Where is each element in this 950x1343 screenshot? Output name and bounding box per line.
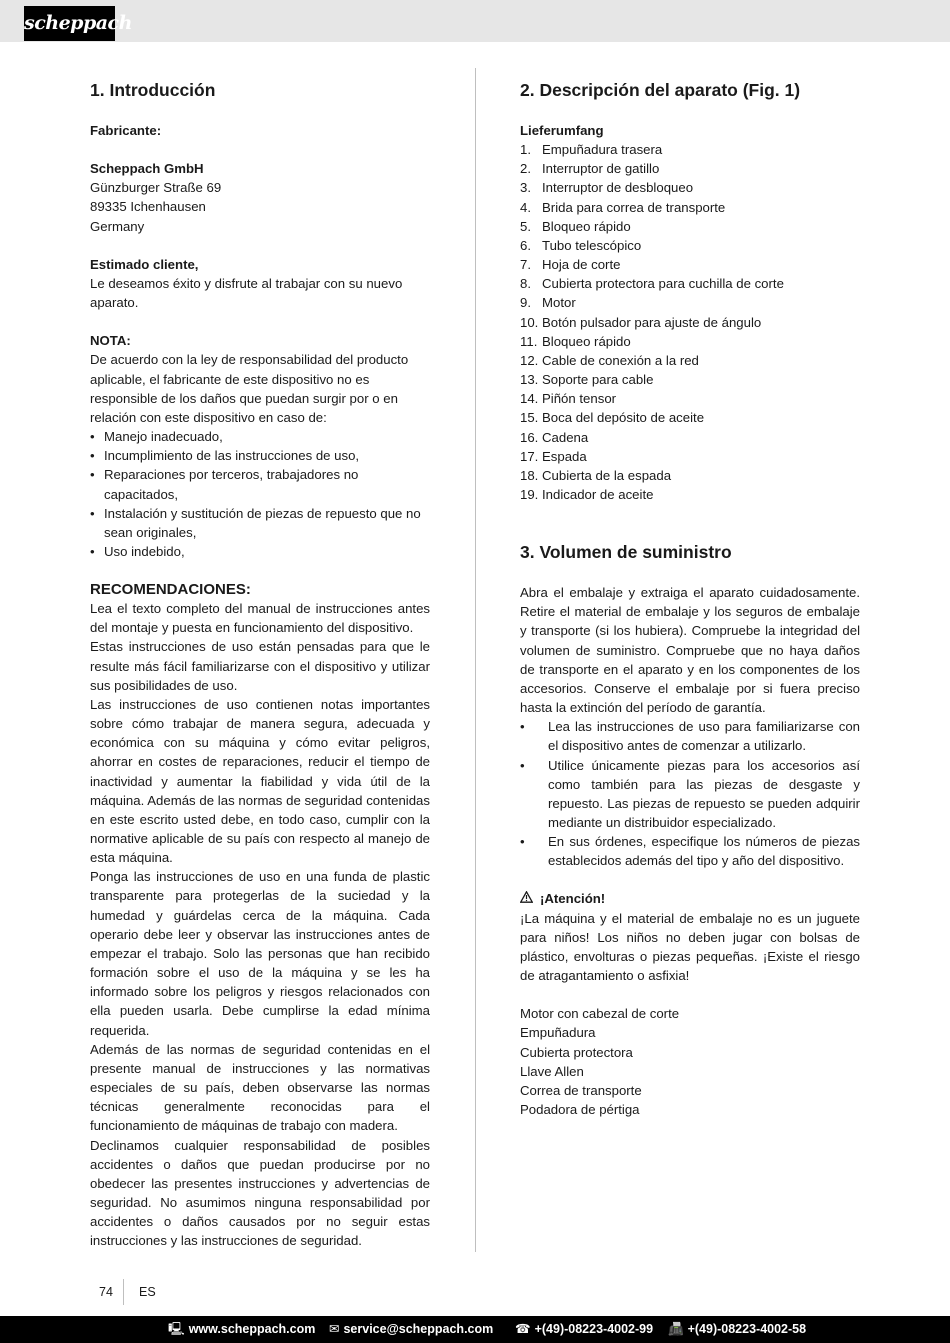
nota-list	[90, 427, 430, 561]
company-city: 89335 Ichenhausen	[90, 199, 206, 215]
page-number-divider	[123, 1279, 124, 1305]
recommendations-label: RECOMENDACIONES:	[90, 581, 251, 599]
manufacturer-label: Fabricante:	[90, 123, 162, 138]
page-number: 74	[99, 1285, 113, 1299]
company-street: Günzburger Straße 69	[90, 180, 222, 196]
section-title-introduction: 1. Introducción	[90, 80, 216, 100]
list-item: 6. Tubo telescópico	[520, 237, 642, 253]
warning-text: ¡La máquina y el material de embalaje no es un juguete para niños! Los niños no deben jugar con bolsas de plástico, envolturas o piezas pequeñas. ¡Existe el riesgo de atragantamiento o asfixia!	[520, 910, 860, 984]
list-item: 13. Soporte para cable	[520, 372, 654, 388]
introduction-section	[90, 80, 430, 1250]
list-item: 9. Motor	[520, 295, 576, 311]
contents-item: Podadora de pértiga	[520, 1102, 640, 1118]
recommendation-paragraph: Declinamos cualquier responsabilidad de posibles accidentes o daños que puedan producirse por no obedecer las presentes instrucciones y advertencias de seguridad. No asumimos ninguna responsabilidad por accidentes o daños causados por no seguir estas instrucciones y las instrucciones de seguridad.	[90, 1137, 430, 1249]
contents-item: Correa de transporte	[520, 1082, 642, 1098]
list-item: • En sus órdenes, especifique los números de piezas establecidos además del tipo y año del dispositivo.	[520, 832, 860, 870]
list-item: 8. Cubierta protectora para cuchilla de corte	[520, 276, 784, 292]
right-column	[520, 80, 860, 1119]
warning-heading	[520, 889, 860, 908]
list-item: 18. Cubierta de la espada	[520, 467, 672, 483]
contents-item: Llave Allen	[520, 1063, 584, 1079]
phone-icon: ☎	[515, 1322, 531, 1336]
list-item: 12. Cable de conexión a la red	[520, 352, 699, 368]
company-name: Scheppach GmbH	[90, 161, 204, 177]
warning-icon	[520, 889, 534, 908]
language-code: ES	[139, 1285, 156, 1299]
footer-fax: 📠 +(49)-08223-4002-58	[668, 1322, 807, 1336]
list-item: 16. Cadena	[520, 429, 589, 445]
recommendation-paragraph: Lea el texto completo del manual de instrucciones antes del montaje y puesta en funcionamiento del dispositivo.	[90, 601, 430, 636]
footer-website[interactable]: 🖳 www.scheppach.com	[168, 1322, 316, 1336]
recommendation-paragraph: Estas instrucciones de uso están pensadas para que le resulte más fácil familiarizarse con el dispositivo y utilizar sus posibilidades de uso.	[90, 639, 430, 693]
list-item: • Incumplimiento de las instrucciones de uso,	[90, 446, 430, 465]
footer-phone: ☎ +(49)-08223-4002-99	[515, 1322, 654, 1336]
section-title-supply: 3. Volumen de suministro	[520, 542, 732, 563]
list-item: 14. Piñón tensor	[520, 391, 617, 407]
recommendation-paragraph: Las instrucciones de uso contienen notas importantes sobre cómo trabajar de manera segura, adecuada y económica con su máquina y cómo evitar peligros, ahorrar en costes de reparaciones, reducir el tiempo de inactividad y aumentar la fiabilidad y vida útil de la máquina. Además de las normas de seguridad contenidas en este escrito usted debe, en todo caso, cumplir con la normative aplicable de su país con respecto al manejo de esta máquina.	[90, 696, 430, 866]
column-divider	[475, 68, 476, 1252]
list-item: 11. Bloqueo rápido	[520, 333, 631, 349]
list-item: 1. Empuñadura trasera	[520, 142, 663, 158]
scheppach-logo: scheppach	[24, 6, 115, 41]
recommendation-paragraph: Ponga las instrucciones de uso en una funda de plastic transparente para protegerlas de la suciedad y la humedad y guárdelas cerca de la máquina. Cada operario debe leer y observar las instrucciones antes de empezar el trabajo. Solo las personas que han recibido formación sobre el uso de la máquina y se les ha informado sobre los peligros y riesgos relacionados con ella pueden usarla. Debe cumplirse la edad mínima requerida.	[90, 869, 430, 1038]
list-item: • Manejo inadecuado,	[90, 427, 430, 446]
greeting-text: Le deseamos éxito y disfrute al trabajar con su nuevo aparato.	[90, 275, 403, 311]
parts-list	[520, 140, 860, 504]
supply-intro: Abra el embalaje y extraiga el aparato cuidadosamente. Retire el material de embalaje y los seguros de embalaje y transporte (si los hubiera). Compruebe la integridad del volumen de suministro. Compruebe que no haya daños de transporte en el aparato y en los componentes de los accesorios. Conserve el embalaje por si fuera preciso hasta la extinción del período de garantía.	[520, 585, 860, 716]
nota-label: NOTA:	[90, 333, 131, 349]
greeting-title: Estimado cliente,	[90, 256, 199, 272]
recommendation-paragraph: Además de las normas de seguridad contenidas en el presente manual de instrucciones y las normativas especiales de su país, deben observarse las normas técnicas generalmente reconocidas para el funcionamiento de máquinas de trabajo con madera.	[90, 1041, 430, 1134]
fax-icon: 📠	[668, 1322, 684, 1336]
envelope-icon: ✉	[329, 1322, 340, 1336]
delivery-scope-label: Lieferumfang	[520, 123, 604, 138]
list-item: 7. Hoja de corte	[520, 257, 621, 273]
contents-item: Empuñadura	[520, 1025, 596, 1041]
list-item: • Reparaciones por terceros, trabajadores no capacitados,	[90, 465, 430, 503]
section-title-description: 2. Descripción del aparato (Fig. 1)	[520, 80, 801, 100]
footer-bar	[0, 1316, 950, 1343]
list-item: • Lea las instrucciones de uso para familiarizarse con el dispositivo antes de comenzar a utilizarlo.	[520, 717, 860, 755]
computer-icon: 🖳	[168, 1322, 185, 1336]
contents-item: Motor con cabezal de corte	[520, 1006, 680, 1022]
list-item: 2. Interruptor de gatillo	[520, 161, 660, 177]
contents-item: Cubierta protectora	[520, 1044, 633, 1060]
list-item: 10. Botón pulsador para ajuste de ángulo	[520, 314, 762, 330]
list-item: 19. Indicador de aceite	[520, 486, 654, 502]
nota-text: De acuerdo con la ley de responsabilidad del producto aplicable, el fabricante de este dispositivo no es responsible de los daños que puedan surgir por o en relación con este dispositivo en caso de:	[90, 352, 409, 425]
list-item: 17. Espada	[520, 448, 587, 464]
list-item: • Instalación y sustitución de piezas de repuesto que no sean originales,	[90, 504, 430, 542]
list-item: • Utilice únicamente piezas para los accesorios así como también para las piezas de desgaste y repuesto. Las piezas de repuesto se pueden adquirir mediante un distribuidor especializado.	[520, 756, 860, 833]
list-item: 15. Boca del depósito de aceite	[520, 410, 705, 426]
warning-title: ¡Atención!	[540, 891, 606, 907]
header-bar	[0, 0, 950, 42]
list-item: 3. Interruptor de desbloqueo	[520, 180, 694, 196]
list-item: 4. Brida para correa de transporte	[520, 199, 726, 215]
list-item: • Uso indebido,	[90, 542, 430, 561]
footer-email[interactable]: ✉ service@scheppach.com	[329, 1322, 494, 1336]
list-item: 5. Bloqueo rápido	[520, 218, 631, 234]
supply-notes-list	[520, 717, 860, 870]
company-country: Germany	[90, 218, 145, 234]
